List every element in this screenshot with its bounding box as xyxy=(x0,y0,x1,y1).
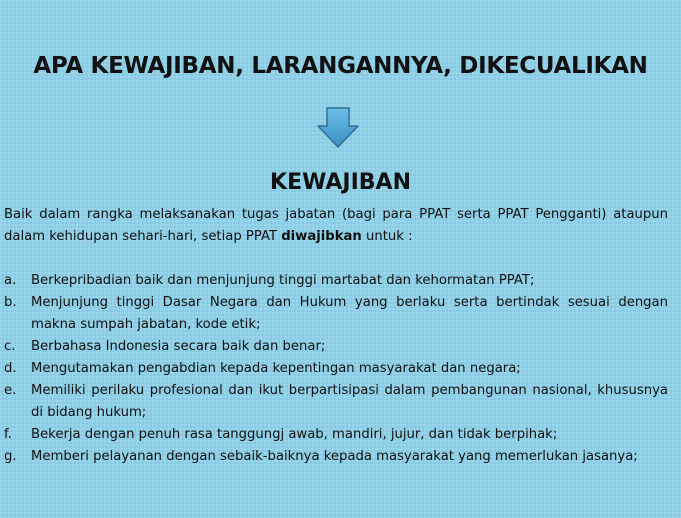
list-item-text: Memberi pelayanan dengan sebaik-baiknya kepada masyarakat yang memerlukan jasanya; xyxy=(31,449,638,464)
list-item xyxy=(4,270,668,292)
list-item xyxy=(4,446,668,468)
down-arrow-icon xyxy=(316,106,360,150)
list-item xyxy=(4,380,668,424)
list-item-text: Menjunjung tinggi Dasar Negara dan Hukum yang berlaku serta bertindak sesuai dengan makna sumpah jabatan, kode etik; xyxy=(31,295,668,332)
list-item xyxy=(4,292,668,336)
list-item xyxy=(4,424,668,446)
list-item-marker: d. xyxy=(4,361,17,376)
list-item xyxy=(4,358,668,380)
list-item-marker: a. xyxy=(4,273,17,288)
body-text xyxy=(4,204,668,468)
intro-paragraph xyxy=(4,204,668,248)
list-item-marker: b. xyxy=(4,295,17,310)
list-item-marker: g. xyxy=(4,449,17,464)
slide-title: APA KEWAJIBAN, LARANGANNYA, DIKECUALIKAN xyxy=(33,53,648,79)
list-item-marker: c. xyxy=(4,339,16,354)
list-item-marker: f. xyxy=(4,427,12,442)
list-item xyxy=(4,336,668,358)
list-item-text: Memiliki perilaku profesional dan ikut berpartisipasi dalam pembangunan nasional, khususnya di bidang hukum; xyxy=(31,383,668,420)
list-item-text: Bekerja dengan penuh rasa tanggungj awab, mandiri, jujur, dan tidak berpihak; xyxy=(31,427,558,442)
list-item-text: Berbahasa Indonesia secara baik dan benar; xyxy=(31,339,326,354)
section-title: KEWAJIBAN xyxy=(270,170,411,195)
duty-list xyxy=(4,270,668,468)
list-item-marker: e. xyxy=(4,383,17,398)
list-item-text: Berkepribadian baik dan menjunjung tinggi martabat dan kehormatan PPAT; xyxy=(31,273,535,288)
intro-bold-text: diwajibkan xyxy=(281,229,362,244)
intro-text-after: untuk : xyxy=(361,229,413,244)
list-item-text: Mengutamakan pengabdian kepada kepentingan masyarakat dan negara; xyxy=(31,361,521,376)
intro-text-before: Baik dalam rangka melaksanakan tugas jabatan (bagi para PPAT serta PPAT Pengganti) ataupun dalam kehidupan sehari-hari, setiap PPAT xyxy=(4,207,668,244)
